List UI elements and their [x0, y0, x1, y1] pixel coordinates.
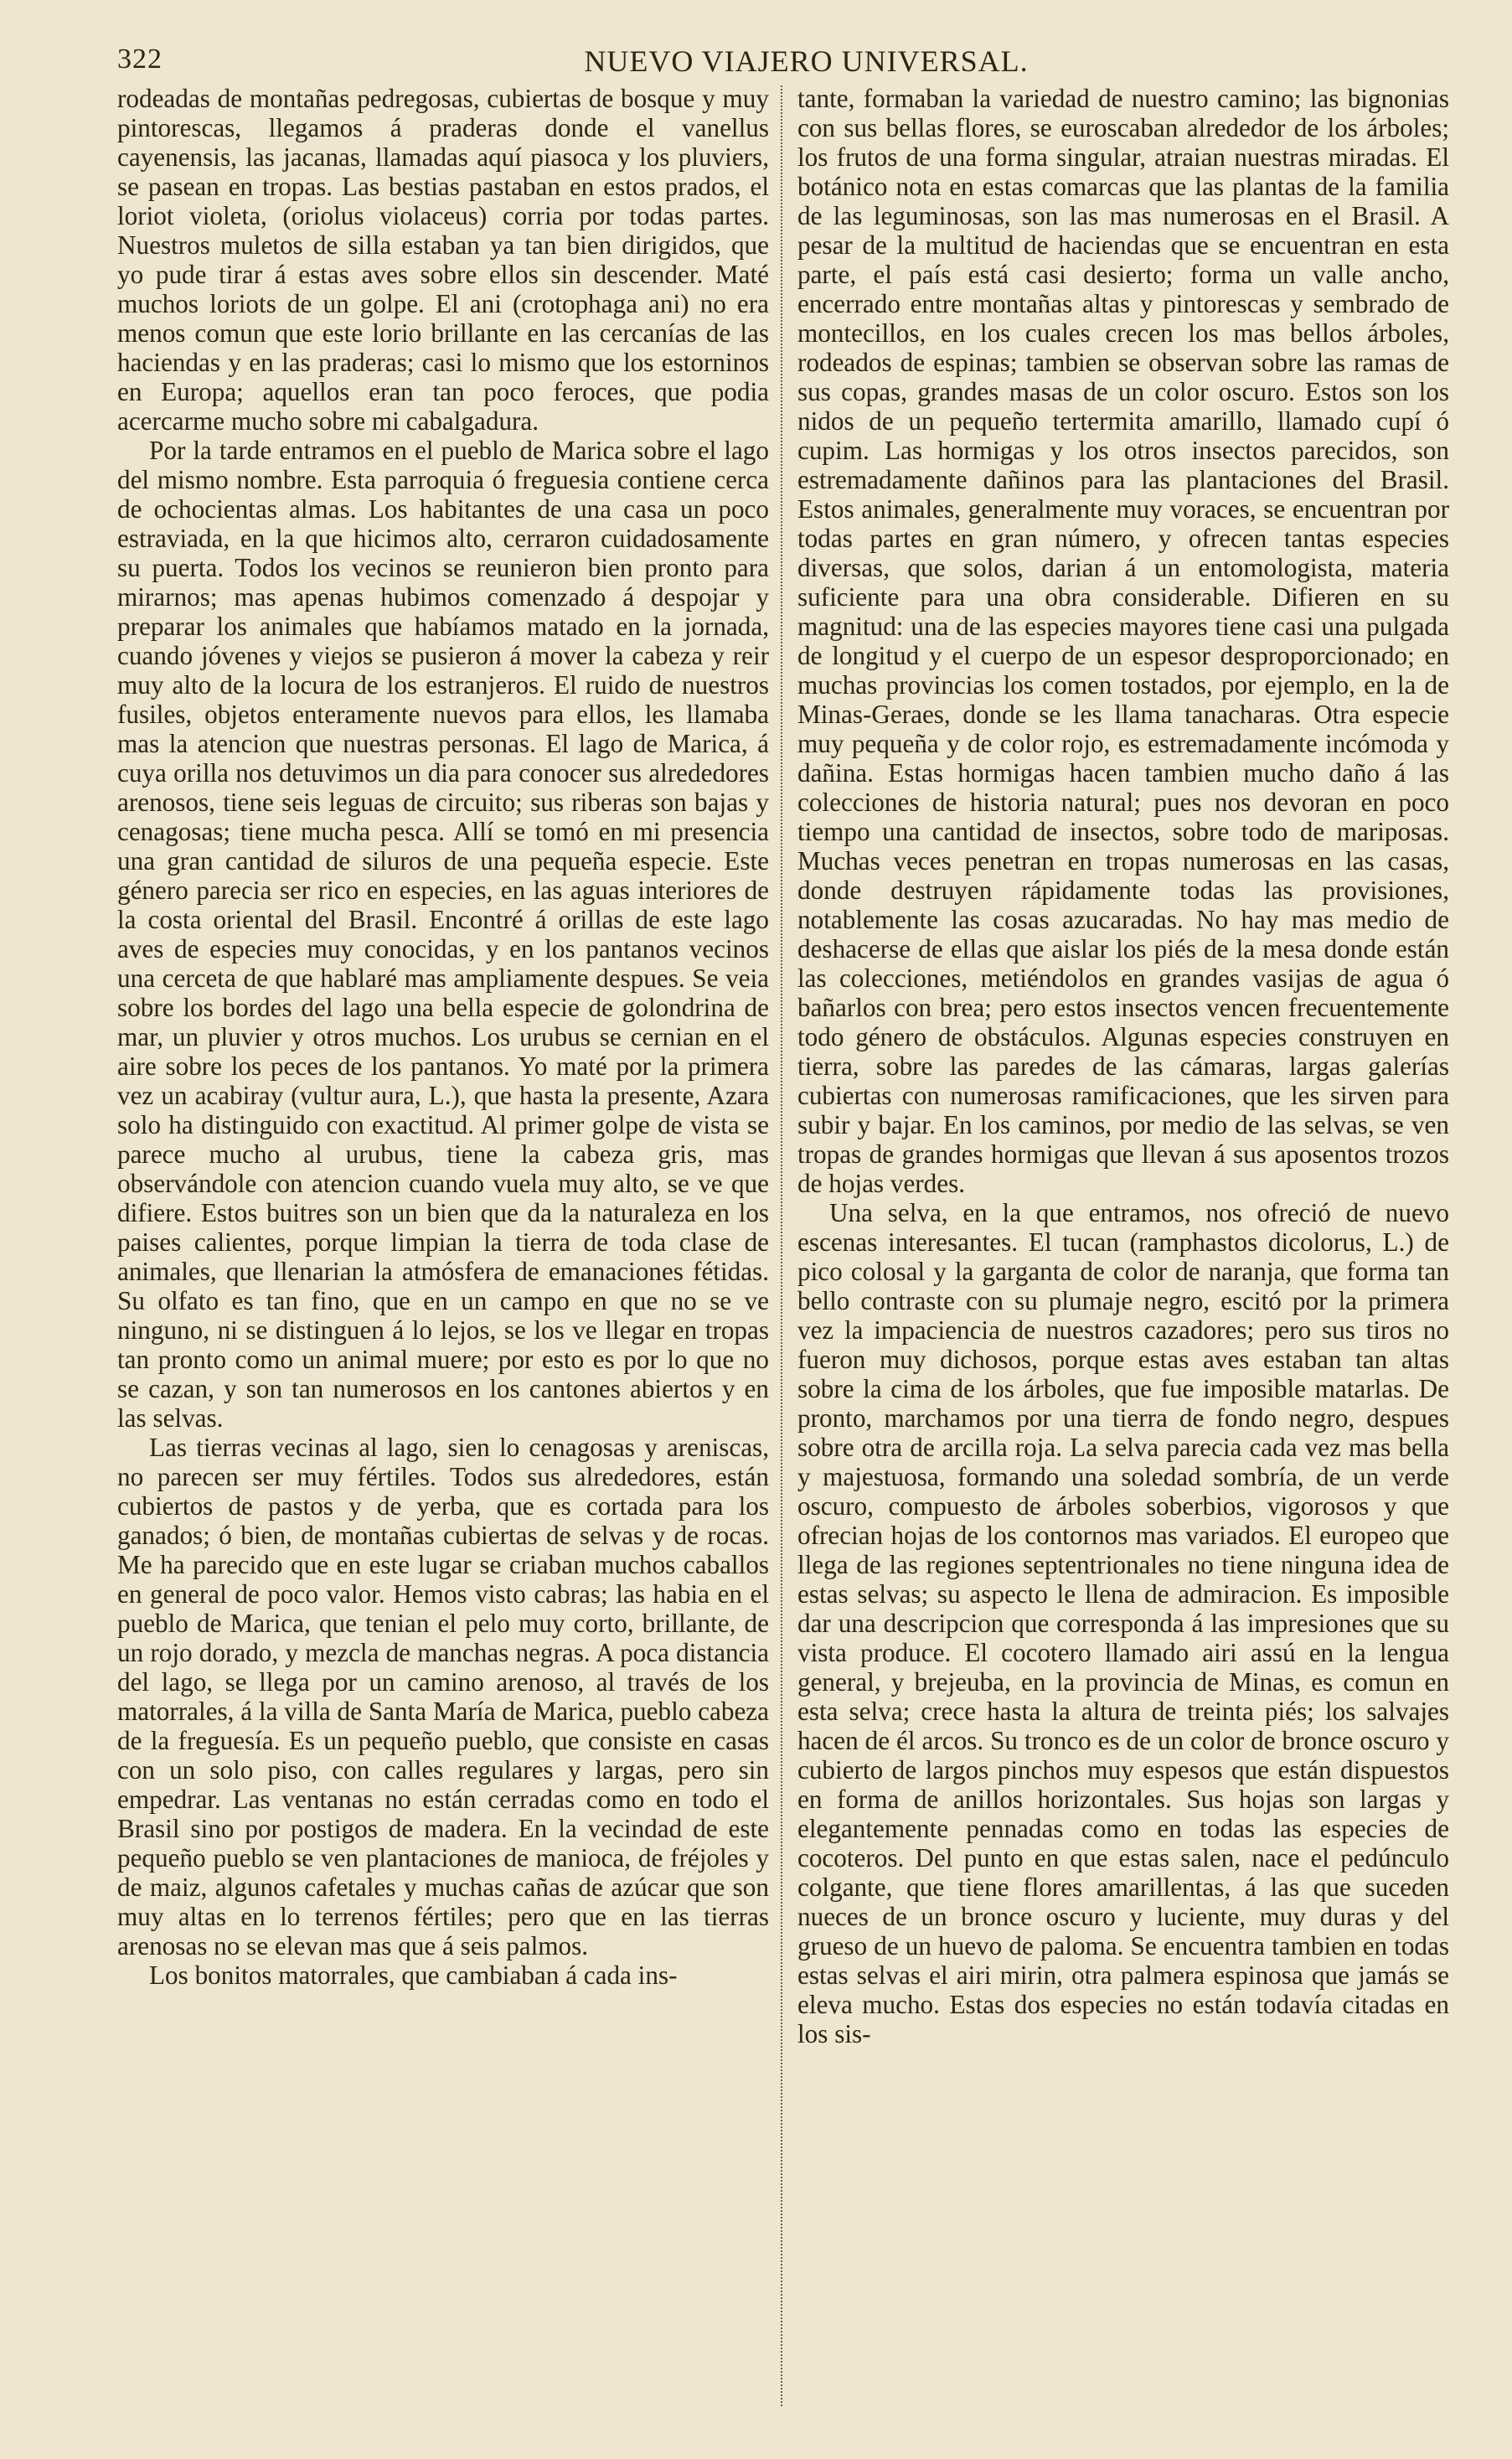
- page-header: [117, 44, 1462, 80]
- paragraph: rodeadas de montañas pedregosas, cubiertas de bosque y muy pintorescas, llegamos á praderas donde el vanellus cayenensis, las jacanas, llamadas aquí piasoca y los pluviers, se pasean en tropas. Las bestias pastaban en estos prados, el loriot violeta, (oriolus violaceus) corria por todas partes. Nuestros muletos de silla estaban ya tan bien dirigidos, que yo pude tirar á estas aves sobre ellos sin descender. Maté muchos loriots de un golpe. El ani (crotophaga ani) no era menos comun que este lorio brillante en las cercanías de las haciendas y en las praderas; casi lo mismo que los estorninos en Europa; aquellos eran tan poco feroces, que podia acercarme mucho sobre mi cabalgadura.: [117, 84, 769, 436]
- page-number: 322: [117, 44, 163, 75]
- paragraph: Por la tarde entramos en el pueblo de Marica sobre el lago del mismo nombre. Esta parroquia ó freguesia contiene cerca de ochocientas almas. Los habitantes de una casa un poco estraviada, en la que hicimos alto, cerraron cuidadosamente su puerta. Todos los vecinos se reunieron bien pronto para mirarnos; mas apenas hubimos comenzado á despojar y preparar los animales que habíamos matado en la jornada, cuando jóvenes y viejos se pusieron á mover la cabeza y reir muy alto de la locura de los estranjeros. El ruido de nuestros fusiles, objetos enteramente nuevos para ellos, les llamaba mas la atencion que nuestras personas. El lago de Marica, á cuya orilla nos detuvimos un dia para conocer sus alrededores arenosos, tiene seis leguas de circuito; sus riberas son bajas y cenagosas; tiene mucha pesca. Allí se tomó en mi presencia una gran cantidad de siluros de una pequeña especie. Este género parecia ser rico en especies, en las aguas interiores de la costa oriental del Brasil. Encontré á orillas de este lago aves de especies muy conocidas, y en los pantanos vecinos una cerceta de que hablaré mas ampliamente despues. Se veia sobre los bordes del lago una bella especie de golondrina de mar, un pluvier y otros muchos. Los urubus se cernian en el aire sobre los peces de los pantanos. Yo maté por la primera vez un acabiray (vultur aura, L.), que hasta la presente, Azara solo ha distinguido con exactitud. Al primer golpe de vista se parece mucho al urubus, tiene la cabeza gris, mas observándole con atencion cuando vuela muy alto, se ve que difiere. Estos buitres son un bien que da la naturaleza en los paises calientes, porque limpian la tierra de toda clase de animales, que llenarian la atmósfera de emanaciones fétidas. Su olfato es tan fino, que en un campo en que no se ve ninguno, ni se distinguen á lo lejos, se los ve llegar en tropas tan pronto como un animal muere; por esto es por lo que no se cazan, y son tan numerosos en los cantones abiertos y en las selvas.: [117, 436, 769, 1433]
- left-column: [117, 84, 769, 2413]
- paragraph: tante, formaban la variedad de nuestro camino; las bignonias con sus bellas flores, se euroscaban alrededor de los árboles; los frutos de una forma singular, atraian nuestras miradas. El botánico nota en estas comarcas que las plantas de la familia de las leguminosas, son las mas numerosas en el Brasil. A pesar de la multitud de haciendas que se encuentran en esta parte, el país está casi desierto; forma un valle ancho, encerrado entre montañas altas y pintorescas y sembrado de montecillos, en los cuales crecen los mas bellos árboles, rodeados de espinas; tambien se observan sobre las ramas de sus copas, grandes masas de un color oscuro. Estos son los nidos de un pequeño tertermita amarillo, llamado cupí ó cupim. Las hormigas y los otros insectos parecidos, son estremadamente dañinos para las plantaciones del Brasil. Estos animales, generalmente muy voraces, se encuentran por todas partes en gran número, y ofrecen tantas especies diversas, que solos, darian á un entomologista, materia suficiente para una obra considerable. Difieren en su magnitud: una de las especies mayores tiene casi una pulgada de longitud y el cuerpo de un espesor desproporcionado; en muchas provincias los comen tostados, por ejemplo, en la de Minas-Geraes, donde se les llama tanacharas. Otra especie muy pequeña y de color rojo, es estremadamente incómoda y dañina. Estas hormigas hacen tambien mucho daño á las colecciones de historia natural; pues nos devoran en poco tiempo una cantidad de insectos, sobre todo de mariposas. Muchas veces penetran en tropas numerosas en las casas, donde destruyen rápidamente todas las provisiones, notablemente las cosas azucaradas. No hay mas medio de deshacerse de ellas que aislar los piés de la mesa donde están las colecciones, metiéndolos en grandes vasijas de agua ó bañarlos con brea; pero estos insectos vencen frecuentemente todo género de obstáculos. Algunas especies construyen en tierra, sobre las paredes de las cámaras, largas galerías cubiertas con numerosas ramificaciones, que les sirven para subir y bajar. En los caminos, por medio de las selvas, se ven tropas de grandes hormigas que llevan á sus aposentos trozos de hojas verdes.: [797, 84, 1449, 1198]
- column-divider: [781, 85, 782, 2406]
- paragraph: Las tierras vecinas al lago, sien lo cenagosas y areniscas, no parecen ser muy fértiles. Todos sus alrededores, están cubiertos de pastos y de yerba, que es cortada para los ganados; ó bien, de montañas cubiertas de selvas y de rocas. Me ha parecido que en este lugar se criaban muchos caballos en general de poco valor. Hemos visto cabras; las habia en el pueblo de Marica, que tenian el pelo muy corto, brillante, de un rojo dorado, y mezcla de manchas negras. A poca distancia del lago, se llega por un camino arenoso, al través de los matorrales, á la villa de Santa María de Marica, pueblo cabeza de la freguesía. Es un pequeño pueblo, que consiste en casas con un solo piso, con calles regulares y largas, pero sin empedrar. Las ventanas no están cerradas como en todo el Brasil sino por postigos de madera. En la vecindad de este pequeño pueblo se ven plantaciones de manioca, de fréjoles y de maiz, algunos cafetales y muchas cañas de azúcar que son muy altas en lo terrenos fértiles; pero que en las tierras arenosas no se elevan mas que á seis palmos.: [117, 1433, 769, 1960]
- paragraph: Los bonitos matorrales, que cambiaban á cada ins-: [149, 1960, 678, 1990]
- paragraph: Una selva, en la que entramos, nos ofreció de nuevo escenas interesantes. El tucan (ramphastos dicolorus, L.) de pico colosal y la garganta de color de naranja, que forma tan bello contraste con su plumaje negro, escitó por la primera vez la impaciencia de nuestros cazadores; pero sus tiros no fueron muy dichosos, porque estas aves estaban tan altas sobre la cima de los árboles, que fue imposible matarlas. De pronto, marchamos por una tierra de fondo negro, despues sobre otra de arcilla roja. La selva parecia cada vez mas bella y majestuosa, formando una soledad sombría, de un verde oscuro, compuesto de árboles soberbios, vigorosos y que ofrecian hojas de los contornos mas variados. El europeo que llega de las regiones septentrionales no tiene ninguna idea de estas selvas; su aspecto le llena de admiracion. Es imposible dar una descripcion que corresponda á las impresiones que su vista produce. El cocotero llamado airi assú en la lengua general, y brejeuba, en la provincia de Minas, es comun en esta selva; crece hasta la altura de treinta piés; los salvajes hacen de él arcos. Su tronco es de un color de bronce oscuro y cubierto de largos pinchos muy espesos que están dispuestos en forma de anillos horizontales. Sus hojas son largas y elegantemente pennadas como en todas las especies de cocoteros. Del punto en que estas salen, nace el pedúnculo colgante, que tiene flores amarillentas, á las que suceden nueces de un bronce oscuro y luciente, muy duras y del grueso de un huevo de paloma. Se encuentra tambien en todas estas selvas el airi mirin, otra palmera espinosa que jamás se eleva mucho. Estas dos especies no están todavía citadas en los sis-: [797, 1198, 1449, 2048]
- running-title: NUEVO VIAJERO UNIVERSAL.: [584, 44, 1029, 78]
- right-column: [797, 84, 1449, 2413]
